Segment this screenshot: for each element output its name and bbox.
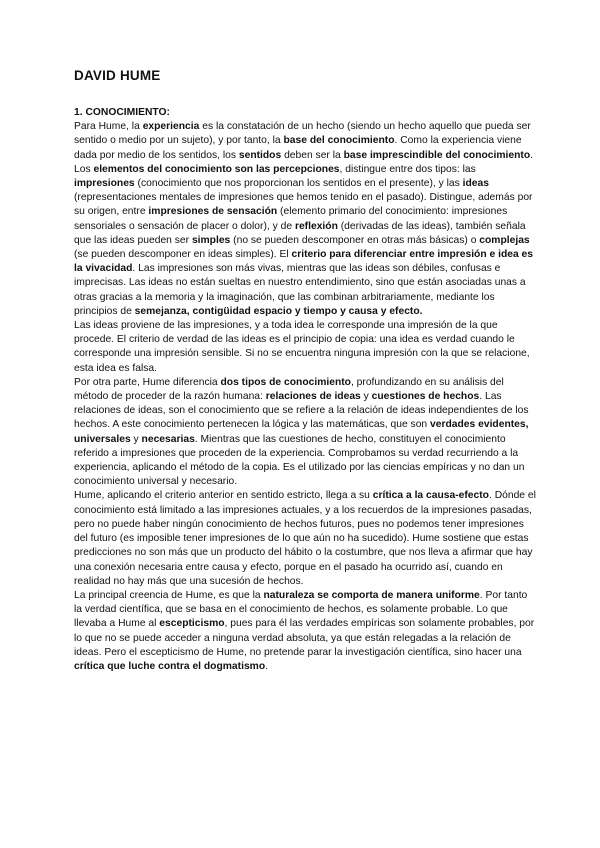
text-run: Por otra parte, Hume diferencia bbox=[74, 376, 221, 388]
bold-text: crítica que luche contra el dogmatismo bbox=[74, 660, 266, 672]
bold-text: relaciones de ideas bbox=[265, 391, 361, 403]
text-run: . Las relaciones de ideas, son el conocimiento que se refiere a la relación de ideas independientes de los hechos. A este conocimiento pertenecen la lógica y las matemáticas, que son bbox=[74, 391, 529, 431]
text-run: y bbox=[130, 433, 142, 445]
bold-text: sentidos bbox=[238, 149, 282, 161]
text-run: . Dónde el conocimiento está limitado a las impresiones actuales, y a los recuerdos de la impresiones pasadas, pero no puede haber ningún conocimiento de hechos futuros, pues no podemos tener impresiones del futuro (es imposible tener impresiones de lo que aún no ha sucedido). Hume sostiene que estas predicciones no son más que un producto del hábito o la costumbre, que nos lleva a afirmar que hay una conexión necesaria entre causa y efecto, porque en el pasado ha ocurrido así, cuando en realidad no hay más que una sucesión de hechos. bbox=[74, 490, 536, 587]
bold-text: impresiones de sensación bbox=[148, 206, 278, 218]
text-run: (elemento primario del conocimiento: impresiones sensoriales o sensación de placer o dolor), y de bbox=[74, 206, 508, 232]
text-run: . Como la experiencia viene dada por medio de los sentidos, los bbox=[74, 135, 522, 161]
paragraph-causa-efecto bbox=[74, 489, 536, 588]
text-run: Para Hume, la bbox=[74, 121, 143, 133]
text-run: (se pueden descomponer en ideas simples). El bbox=[74, 249, 292, 261]
bold-text: base imprescindible del conocimiento bbox=[343, 149, 531, 161]
bold-text: base del conocimiento bbox=[283, 135, 395, 147]
bold-text: cuestiones de hechos bbox=[371, 391, 480, 403]
text-run: Hume, aplicando el criterio anterior en sentido estricto, llega a su bbox=[74, 490, 373, 502]
bold-text: experiencia bbox=[142, 121, 200, 133]
bold-text: necesarias bbox=[141, 433, 195, 445]
text-run: es la constatación de un hecho (siendo un hecho aquello que pueda ser sentido o medio por un sujeto), y por tanto, la bbox=[74, 121, 531, 147]
paragraph-ideas-impresiones bbox=[74, 319, 536, 376]
bold-text: semejanza, contigüidad espacio y tiempo y causa y efecto. bbox=[134, 305, 423, 317]
bold-text: verdades evidentes, universales bbox=[74, 419, 529, 445]
bold-text: simples bbox=[191, 234, 231, 246]
paragraph-escepticismo bbox=[74, 589, 536, 674]
paragraph-percepciones bbox=[74, 163, 536, 319]
paragraph-tipos-conocimiento bbox=[74, 376, 536, 490]
bold-text: crítica a la causa-efecto bbox=[372, 490, 489, 502]
bold-text: criterio para diferenciar entre impresión e idea es la vivacidad bbox=[74, 249, 534, 275]
paragraph-experiencia bbox=[74, 120, 536, 163]
text-run: . bbox=[265, 660, 268, 672]
text-run: , profundizando en su análisis del método de proceder de la razón humana: bbox=[74, 376, 504, 403]
text-run: . Mientras que las cuestiones de hecho, constituyen el conocimiento referido a impresiones que proceden de la experiencia. Comprobamos su verdad recurriendo a la experiencia, aplicando el método de la copia. Es el utilizado por las ciencias empíricas y no dan un conocimiento universal y necesario. bbox=[74, 433, 525, 488]
text-run: , distingue entre dos tipos: las bbox=[339, 163, 476, 175]
document-title: DAVID HUME bbox=[74, 68, 161, 83]
bold-text: dos tipos de conocimiento bbox=[220, 376, 351, 388]
bold-text: elementos del conocimiento son las percepciones bbox=[93, 163, 340, 175]
section-heading: 1. CONOCIMIENTO: bbox=[74, 107, 170, 118]
text-run: (representaciones mentales de impresiones que hemos tenido en el pasado). Distingue, además por su origen, entre bbox=[74, 192, 533, 218]
text-run: . bbox=[530, 149, 534, 161]
text-run: deben ser la bbox=[281, 149, 344, 161]
text-run: (conocimiento que nos proporcionan los sentidos en el presente), y las bbox=[134, 178, 463, 190]
bold-text: ideas bbox=[462, 178, 489, 190]
bold-text: complejas bbox=[479, 234, 530, 246]
text-run: (derivadas de las ideas), también señala que las ideas pueden ser bbox=[74, 220, 526, 246]
bold-text: escepticismo bbox=[159, 618, 225, 630]
bold-text: naturaleza se comporta de manera uniforme bbox=[263, 589, 480, 601]
text-run: Los bbox=[74, 163, 94, 175]
bold-text: reflexión bbox=[294, 220, 338, 232]
text-run: y bbox=[360, 391, 372, 403]
bold-text: impresiones bbox=[74, 178, 135, 190]
document-body bbox=[74, 106, 536, 674]
text-run: . Las impresiones son más vivas, mientras que las ideas son débiles, confusas e imprecisas. Las ideas no están sueltas en nuestro entendimiento, sino que están asociadas unas a otras gracias a la memoria y la imaginación, que las combinan arbitrariamente, mediante los principios de bbox=[74, 263, 526, 317]
text-run: Las ideas proviene de las impresiones, y a toda idea le corresponde una impresión de la que procede. El criterio de verdad de las ideas es el principio de copia: una idea es verdad cuando le corresponde una impresión sensible. Si no se encuentra ninguna impresión con la que se relacione, esta idea es falsa. bbox=[74, 320, 530, 374]
text-run: (no se pueden descomponer en otras más básicas) o bbox=[230, 234, 480, 246]
text-run: La principal creencia de Hume, es que la bbox=[74, 589, 264, 601]
text-run: , pues para él las verdades empíricas son solamente probables, por lo que no se puede acceder a ninguna verdad absoluta, ya que están relegadas a la relación de ideas. Pero el escepticismo de Hume, no pretende parar la investigación científica, sino hacer una bbox=[74, 618, 535, 658]
text-run: . Por tanto la verdad científica, que se basa en el conocimiento de hechos, es solamente probable. Lo que llevaba a Hume al bbox=[74, 589, 528, 630]
